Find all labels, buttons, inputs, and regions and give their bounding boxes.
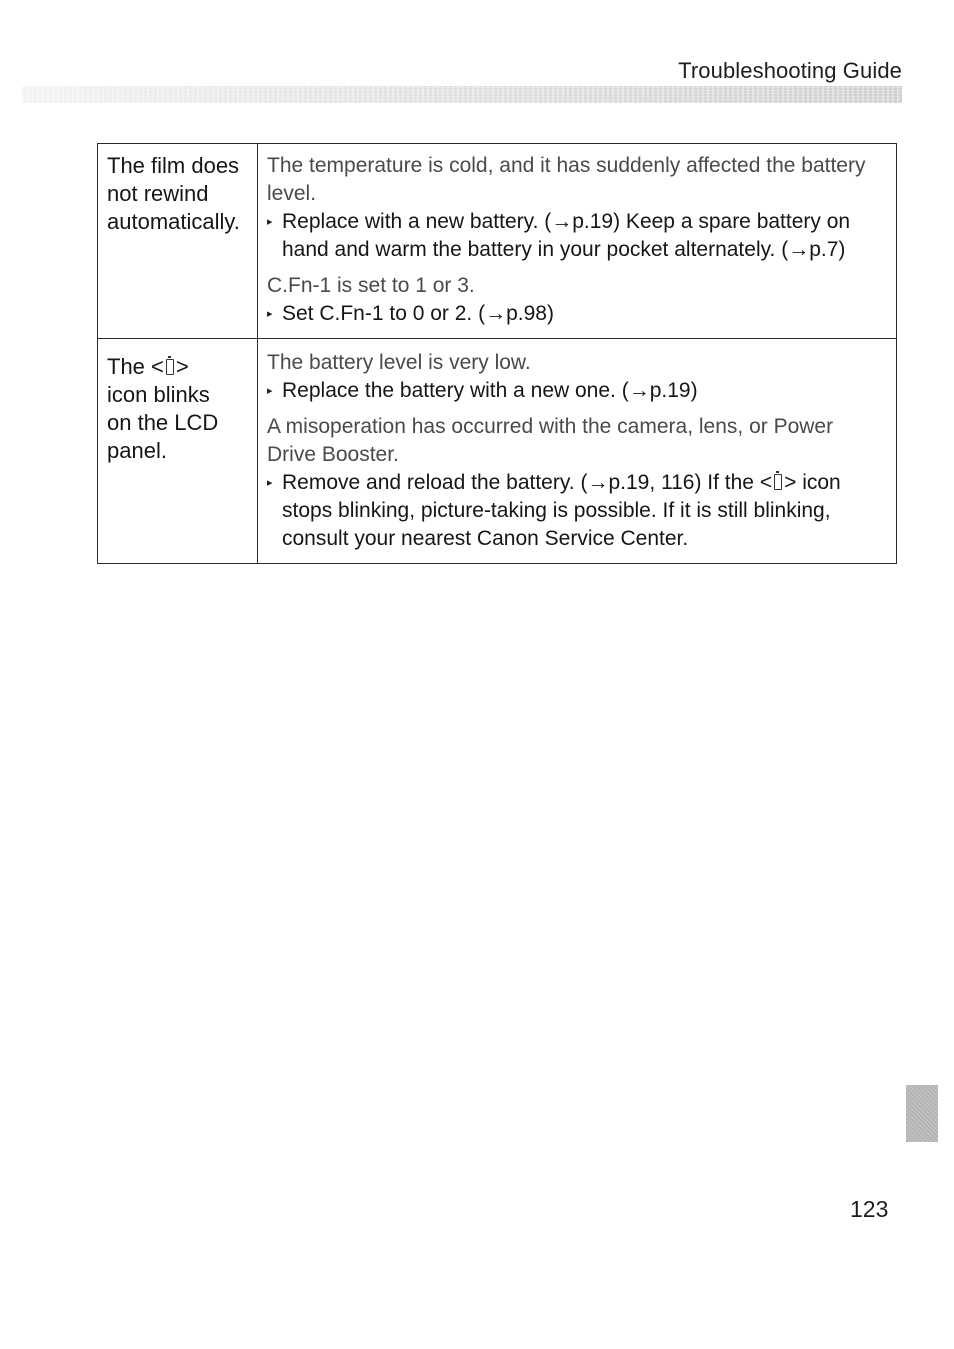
cause-text: A misoperation has occurred with the camera, lens, or Power Drive Booster.	[267, 415, 834, 466]
table-row	[98, 339, 897, 564]
action-item	[267, 208, 886, 264]
problem-line	[107, 353, 253, 381]
problem-text: The film does	[107, 153, 240, 178]
cause-text: The battery level is very low.	[267, 351, 531, 374]
troubleshooting-table	[97, 143, 897, 564]
action-item	[267, 469, 886, 553]
header-band	[22, 86, 902, 103]
problem-cell	[98, 144, 258, 339]
action-item	[267, 300, 886, 328]
cause-text: C.Fn-1 is set to 1 or 3.	[267, 274, 475, 297]
solution-cell	[258, 339, 897, 564]
problem-text: on the LCD	[107, 410, 219, 435]
problem-text: not rewind	[107, 181, 209, 206]
action-text: Remove and reload the battery. (→p.19, 116) If the <	[282, 471, 773, 494]
battery-icon	[774, 474, 782, 490]
problem-text: The <	[107, 354, 164, 379]
problem-text: icon blinks	[107, 382, 210, 407]
page-number: 123	[850, 1196, 889, 1222]
action-text: Replace the battery with a new one. (→p.19)	[282, 379, 698, 402]
triangle-bullet-icon: ▸	[267, 385, 273, 397]
table-row	[98, 144, 897, 339]
triangle-bullet-icon: ▸	[267, 216, 273, 228]
problem-text: >	[175, 354, 189, 379]
triangle-bullet-icon: ▸	[267, 308, 273, 320]
problem-cell	[98, 339, 258, 564]
action-text: > icon stops blinking, picture-taking is possible. If it is still blinking, consult your nearest Canon Service Center.	[282, 471, 841, 550]
section-thumb-tab	[906, 1085, 938, 1142]
triangle-bullet-icon: ▸	[267, 477, 273, 489]
problem-text: automatically.	[107, 209, 240, 234]
battery-icon	[166, 359, 174, 375]
solution-cell	[258, 144, 897, 339]
section-title: Troubleshooting Guide	[678, 58, 902, 83]
action-text: Set C.Fn-1 to 0 or 2. (→p.98)	[282, 302, 554, 325]
action-item	[267, 377, 886, 405]
cause-text: The temperature is cold, and it has suddenly affected the battery level.	[267, 154, 866, 205]
problem-text: panel.	[107, 438, 167, 463]
action-text: Replace with a new battery. (→p.19) Keep a spare battery on hand and warm the battery in your pocket alternately. (→p.7)	[282, 210, 851, 261]
